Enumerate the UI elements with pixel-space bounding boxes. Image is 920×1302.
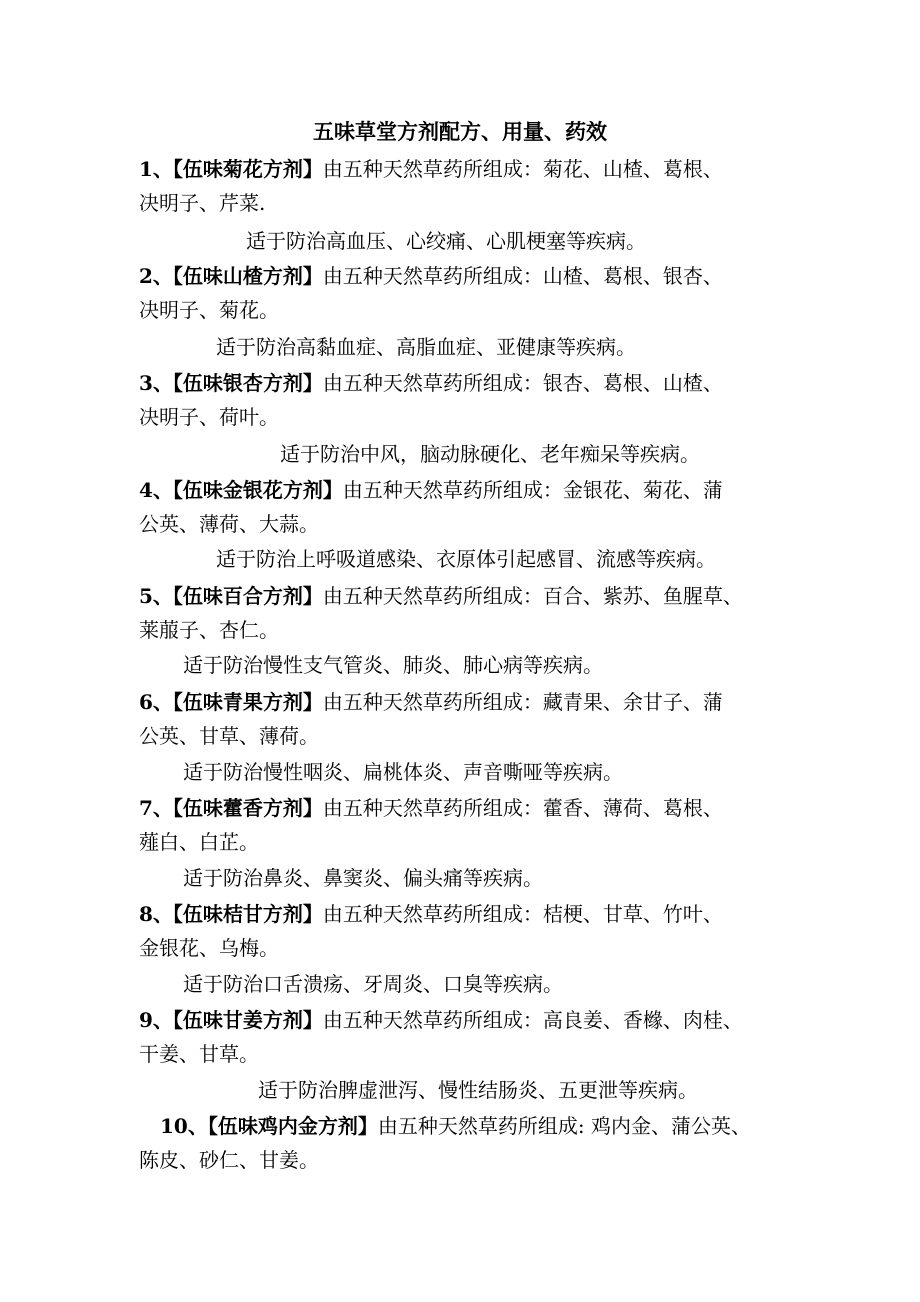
effect-text-8: 适于防治口舌溃疡、牙周炎、口臭等疾病。 <box>183 972 563 996</box>
ingredients-text: 由五种天然草药所组成：山楂、葛根、银杏、 <box>322 264 723 288</box>
effect-text-2: 适于防治高黏血症、高脂血症、亚健康等疾病。 <box>216 335 636 359</box>
entry-number: 7、 <box>139 796 173 820</box>
formula-entry-2 <box>139 259 789 327</box>
entry-number: 5、 <box>139 584 173 608</box>
entry-line1 <box>139 791 789 825</box>
ingredients-text: 由五种天然草药所组成：金银花、菊花、蒲 <box>342 478 723 502</box>
ingredients-continued: 公英、甘草、薄荷。 <box>139 724 319 748</box>
formula-entry-8 <box>139 897 789 965</box>
entry-number: 2、 <box>139 264 173 288</box>
ingredients-text: 由五种天然草药所组成：藿香、薄荷、葛根、 <box>322 796 723 820</box>
ingredients-text: 由五种天然草药所组成：桔梗、甘草、竹叶、 <box>322 902 723 926</box>
ingredients-text: 由五种天然草药所组成: 鸡内金、蒲公英、 <box>377 1114 751 1138</box>
formula-name: 【伍味藿香方剂】 <box>172 796 323 820</box>
ingredients-continued: 干姜、甘草。 <box>139 1042 259 1066</box>
formula-name: 【伍味银杏方剂】 <box>172 371 323 395</box>
effect-text-7: 适于防治鼻炎、鼻窦炎、偏头痛等疾病。 <box>183 866 543 890</box>
entry-line1 <box>139 1109 789 1143</box>
entry-line1 <box>139 579 789 613</box>
ingredients-continued: 公英、薄荷、大蒜。 <box>139 512 319 536</box>
formula-name: 【伍味甘姜方剂】 <box>172 1008 323 1032</box>
entry-number: 9、 <box>139 1008 173 1032</box>
ingredients-continued: 莱菔子、杏仁。 <box>139 618 279 642</box>
formula-entry-1 <box>139 152 789 220</box>
effect-text-3: 适于防治中风，脑动脉硬化、老年痴呆等疾病。 <box>280 442 700 466</box>
formula-entry-7 <box>139 791 789 859</box>
entry-line1 <box>139 897 789 931</box>
ingredients-continued: 决明子、菊花。 <box>139 298 279 322</box>
ingredients-text: 由五种天然草药所组成：高良姜、香橼、肉桂、 <box>322 1008 743 1032</box>
entry-number: 4、 <box>139 478 173 502</box>
entry-number: 6、 <box>139 690 173 714</box>
formula-name: 【伍味百合方剂】 <box>172 584 323 608</box>
formula-entry-5 <box>139 579 789 647</box>
entry-number: 8、 <box>139 902 173 926</box>
entry-line1 <box>139 473 789 507</box>
effect-text-1: 适于防治高血压、心绞痛、心肌梗塞等疾病。 <box>246 229 646 253</box>
effect-text-4: 适于防治上呼吸道感染、衣原体引起感冒、流感等疾病。 <box>216 547 716 571</box>
ingredients-continued: 薤白、白芷。 <box>139 830 259 854</box>
ingredients-text: 由五种天然草药所组成：百合、紫苏、鱼腥草、 <box>322 584 743 608</box>
ingredients-text: 由五种天然草药所组成：菊花、山楂、葛根、 <box>322 157 723 181</box>
entry-line1 <box>139 366 789 400</box>
ingredients-text: 由五种天然草药所组成：银杏、葛根、山楂、 <box>322 371 723 395</box>
formula-name: 【伍味金银花方剂】 <box>172 478 343 502</box>
formula-entry-9 <box>139 1003 789 1071</box>
effect-text-5: 适于防治慢性支气管炎、肺炎、肺心病等疾病。 <box>183 653 603 677</box>
entry-number: 1、 <box>139 157 173 181</box>
entry-line1 <box>139 259 789 293</box>
entry-line1 <box>139 152 789 186</box>
ingredients-text: 由五种天然草药所组成：藏青果、余甘子、蒲 <box>322 690 723 714</box>
formula-name: 【伍味桔甘方剂】 <box>172 902 323 926</box>
formula-entry-4 <box>139 473 789 541</box>
ingredients-continued: 决明子、芹菜. <box>139 191 266 215</box>
effect-text-9: 适于防治脾虚泄泻、慢性结肠炎、五更泄等疾病。 <box>258 1078 698 1102</box>
formula-entry-6 <box>139 685 789 753</box>
formula-name: 【伍味山楂方剂】 <box>172 264 323 288</box>
entry-line1 <box>139 1003 789 1037</box>
formula-entry-3 <box>139 366 789 434</box>
entry-line1 <box>139 685 789 719</box>
ingredients-continued: 决明子、荷叶。 <box>139 405 279 429</box>
formula-name: 【伍味青果方剂】 <box>172 690 323 714</box>
ingredients-continued: 陈皮、砂仁、甘姜。 <box>139 1148 319 1172</box>
formula-entry-10 <box>139 1109 789 1177</box>
effect-text-6: 适于防治慢性咽炎、扁桃体炎、声音嘶哑等疾病。 <box>183 760 623 784</box>
formula-name: 【伍味菊花方剂】 <box>172 157 323 181</box>
document-title: 五味草堂方剂配方、用量、药效 <box>313 119 607 144</box>
ingredients-continued: 金银花、乌梅。 <box>139 936 279 960</box>
entry-number: 10、 <box>160 1114 208 1138</box>
entry-number: 3、 <box>139 371 173 395</box>
formula-name: 【伍味鸡内金方剂】 <box>207 1114 378 1138</box>
